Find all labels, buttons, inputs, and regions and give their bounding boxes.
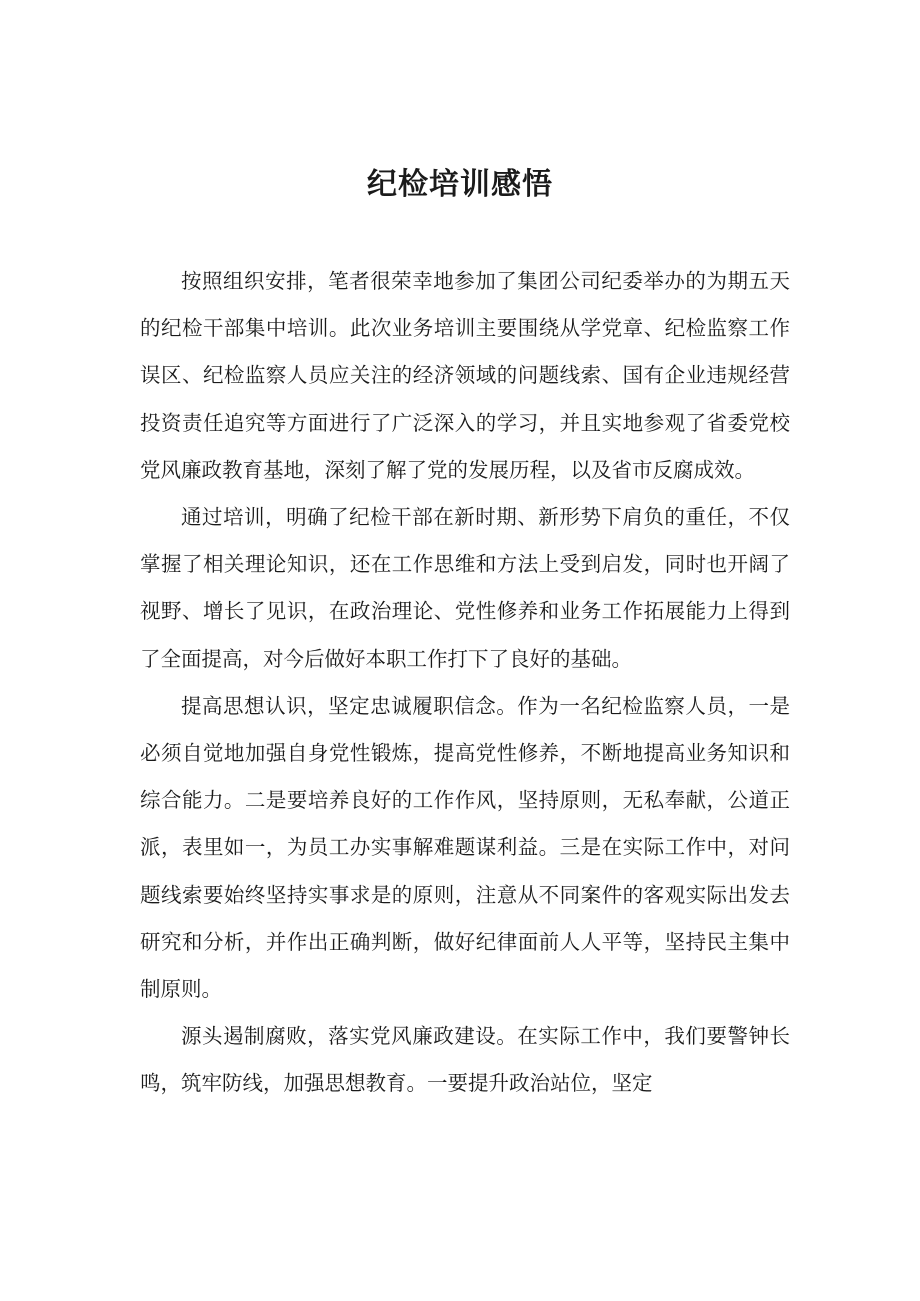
paragraph: 通过培训，明确了纪检干部在新时期、新形势下肩负的重任，不仅掌握了相关理论知识，还在工作思维和方法上受到启发，同时也开阔了视野、增长了见识，在政治理论、党性修养和业务工作拓展能力上得到了全面提高，对今后做好本职工作打下了良好的基础。 [140,505,790,671]
paragraph: 按照组织安排，笔者很荣幸地参加了集团公司纪委举办的为期五天的纪检干部集中培训。此次业务培训主要围绕从学党章、纪检监察工作误区、纪检监察人员应关注的经济领域的问题线索、国有企业违规经营投资责任追究等方面进行了广泛深入的学习，并且实地参观了省委党校党风廉政教育基地，深刻了解了党的发展历程，以及省市反腐成效。 [140,269,790,482]
paragraph: 提高思想认识，坚定忠诚履职信念。作为一名纪检监察人员，一是必须自觉地加强自身党性锻炼，提高党性修养，不断地提高业务知识和综合能力。二是要培养良好的工作作风，坚持原则，无私奉献，公道正派，表里如一，为员工办实事解难题谋利益。三是在实际工作中，对问题线索要始终坚持实事求是的原则，注意从不同案件的客观实际出发去研究和分析，并作出正确判断，做好纪律面前人人平等，坚持民主集中制原则。 [140,693,790,1002]
paragraph: 源头遏制腐败，落实党风廉政建设。在实际工作中，我们要警钟长鸣，筑牢防线，加强思想教育。一要提升政治站位，坚定 [140,1024,790,1096]
document-title: 纪检培训感悟 [367,167,553,202]
document-body [140,258,790,1108]
